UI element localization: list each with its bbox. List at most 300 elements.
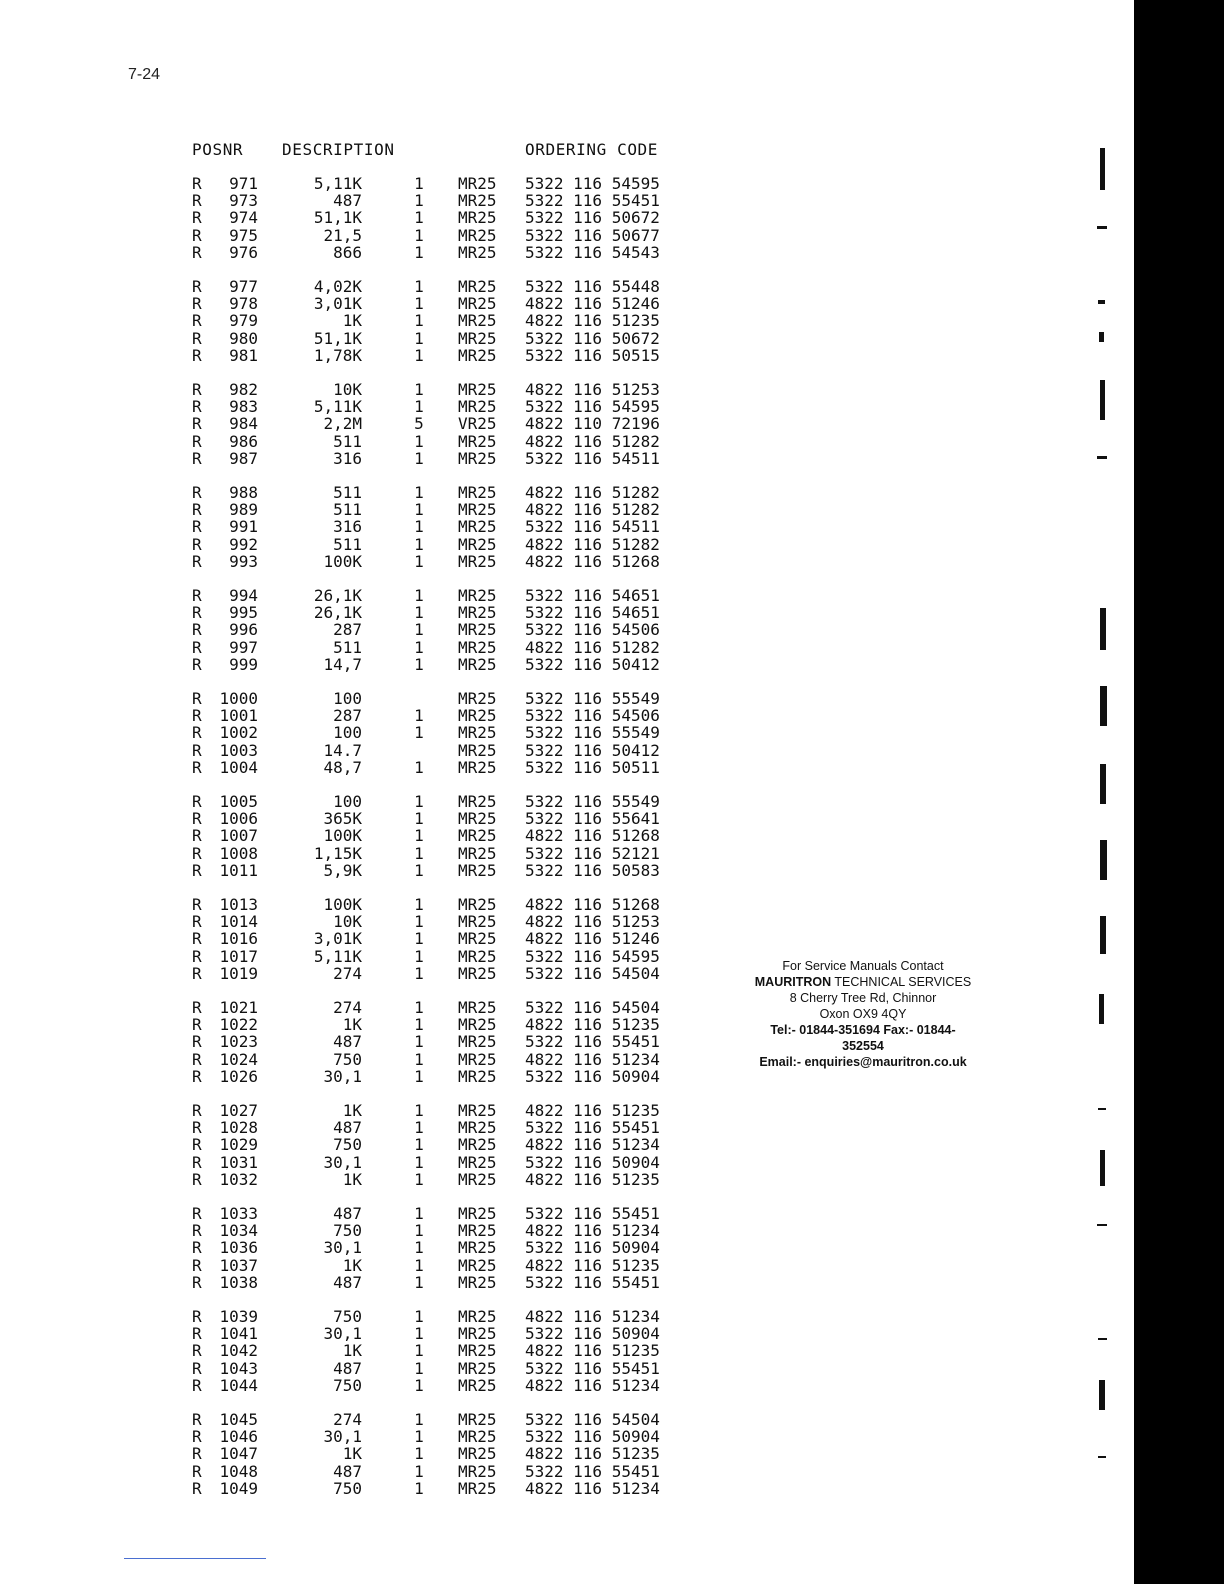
- quantity: 1: [414, 1444, 424, 1464]
- component-value: 3,01K: [313, 929, 362, 949]
- component-value: 274: [333, 963, 362, 983]
- component-type: MR25: [458, 723, 497, 743]
- component-type: MR25: [458, 225, 497, 245]
- ordering-code: 4822 116 51235: [525, 1015, 660, 1035]
- parts-row: [0, 1445, 720, 1462]
- parts-group: [0, 484, 720, 587]
- component-type: MR25: [458, 1427, 497, 1447]
- parts-row: [0, 1411, 720, 1428]
- company-name: MAURITRON: [754, 975, 832, 989]
- ordering-code: 5322 116 52121: [525, 843, 660, 863]
- quantity: 1: [414, 1066, 424, 1086]
- ordering-code: 4822 116 51268: [525, 551, 660, 571]
- quantity: 1: [414, 225, 424, 245]
- component-type: MR25: [458, 345, 497, 365]
- ordering-code: 4822 116 51235: [525, 1169, 660, 1189]
- position-prefix: R: [192, 723, 202, 743]
- position-number: 976: [229, 242, 258, 262]
- position-prefix: R: [192, 1015, 202, 1035]
- component-type: MR25: [458, 757, 497, 777]
- position-prefix: R: [192, 1324, 202, 1344]
- parts-row: [0, 827, 720, 844]
- component-value: 5,11K: [313, 946, 362, 966]
- quantity: 1: [414, 483, 424, 502]
- component-type: MR25: [458, 620, 497, 640]
- component-type: MR25: [458, 1410, 497, 1429]
- quantity: 1: [414, 792, 424, 811]
- parts-row: [0, 656, 720, 673]
- component-type: MR25: [458, 1049, 497, 1069]
- component-value: 316: [333, 517, 362, 537]
- component-type: MR25: [458, 1478, 497, 1498]
- contact-line-2: [752, 974, 974, 990]
- parts-row: [0, 1136, 720, 1153]
- parts-row: [0, 930, 720, 947]
- position-number: 1006: [219, 809, 258, 829]
- scan-mark: [1100, 916, 1106, 954]
- ordering-code: 5322 116 55641: [525, 809, 660, 829]
- component-type: MR25: [458, 431, 497, 451]
- ordering-code: 5322 116 54504: [525, 998, 660, 1017]
- ordering-code: 5322 116 50511: [525, 757, 660, 777]
- position-prefix: R: [192, 912, 202, 932]
- quantity: 1: [414, 311, 424, 331]
- parts-row: [0, 518, 720, 535]
- component-type: MR25: [458, 1015, 497, 1035]
- position-number: 1028: [219, 1118, 258, 1138]
- ordering-code: 4822 110 72196: [525, 414, 660, 434]
- component-value: 1,78K: [313, 345, 362, 365]
- ordering-code: 4822 116 51235: [525, 1444, 660, 1464]
- ordering-code: 5322 116 54595: [525, 174, 660, 193]
- position-number: 1021: [219, 998, 258, 1017]
- component-type: MR25: [458, 174, 497, 193]
- component-type: MR25: [458, 1307, 497, 1326]
- position-prefix: R: [192, 1101, 202, 1120]
- component-type: MR25: [458, 500, 497, 520]
- footer-rule: [124, 1558, 266, 1559]
- position-number: 1023: [219, 1032, 258, 1052]
- ordering-code: 4822 116 51282: [525, 431, 660, 451]
- component-type: MR25: [458, 1152, 497, 1172]
- parts-row: [0, 1154, 720, 1171]
- position-number: 988: [229, 483, 258, 502]
- position-prefix: R: [192, 1135, 202, 1155]
- component-type: MR25: [458, 1032, 497, 1052]
- component-value: 750: [333, 1307, 362, 1326]
- quantity: 1: [414, 448, 424, 468]
- position-number: 1029: [219, 1135, 258, 1155]
- component-type: MR25: [458, 1204, 497, 1223]
- position-number: 1019: [219, 963, 258, 983]
- parts-row: [0, 1377, 720, 1394]
- parts-group: [0, 999, 720, 1102]
- position-prefix: R: [192, 654, 202, 674]
- position-prefix: R: [192, 1272, 202, 1292]
- component-type: MR25: [458, 380, 497, 399]
- ordering-code: 5322 116 55549: [525, 689, 660, 708]
- ordering-code: 4822 116 51268: [525, 895, 660, 914]
- position-number: 1026: [219, 1066, 258, 1086]
- quantity: 1: [414, 1410, 424, 1429]
- component-type: MR25: [458, 328, 497, 348]
- component-type: MR25: [458, 603, 497, 623]
- parts-row: [0, 1325, 720, 1342]
- parts-group: [0, 381, 720, 484]
- component-type: MR25: [458, 397, 497, 417]
- quantity: 1: [414, 1015, 424, 1035]
- parts-group: [0, 896, 720, 999]
- component-value: 511: [333, 534, 362, 554]
- ordering-code: 4822 116 51234: [525, 1478, 660, 1498]
- parts-row: [0, 227, 720, 244]
- component-value: 487: [333, 1461, 362, 1481]
- parts-row: [0, 1360, 720, 1377]
- parts-row: [0, 1171, 720, 1188]
- component-type: MR25: [458, 963, 497, 983]
- quantity: 1: [414, 1169, 424, 1189]
- parts-group: [0, 1411, 720, 1514]
- quantity: 1: [414, 1341, 424, 1361]
- quantity: 1: [414, 963, 424, 983]
- position-prefix: R: [192, 534, 202, 554]
- position-number: 1016: [219, 929, 258, 949]
- component-type: MR25: [458, 1461, 497, 1481]
- component-value: 21,5: [323, 225, 362, 245]
- parts-row: [0, 278, 720, 295]
- parts-row: [0, 690, 720, 707]
- quantity: 1: [414, 431, 424, 451]
- parts-row: [0, 312, 720, 329]
- position-prefix: R: [192, 586, 202, 605]
- parts-row: [0, 604, 720, 621]
- component-type: MR25: [458, 1118, 497, 1138]
- ordering-code: 4822 116 51235: [525, 1255, 660, 1275]
- parts-row: [0, 295, 720, 312]
- component-value: 1K: [342, 1444, 362, 1464]
- quantity: 1: [414, 1461, 424, 1481]
- position-prefix: R: [192, 826, 202, 846]
- quantity: 1: [414, 586, 424, 605]
- position-prefix: R: [192, 551, 202, 571]
- quantity: 1: [414, 843, 424, 863]
- component-value: 26,1K: [313, 603, 362, 623]
- ordering-code: 5322 116 55451: [525, 1461, 660, 1481]
- parts-row: [0, 639, 720, 656]
- position-number: 973: [229, 191, 258, 211]
- component-value: 511: [333, 431, 362, 451]
- ordering-code: 5322 116 54504: [525, 963, 660, 983]
- position-prefix: R: [192, 1427, 202, 1447]
- position-prefix: R: [192, 414, 202, 434]
- parts-row: [0, 793, 720, 810]
- position-number: 1037: [219, 1255, 258, 1275]
- position-number: 1005: [219, 792, 258, 811]
- ordering-code: 5322 116 50677: [525, 225, 660, 245]
- position-number: 984: [229, 414, 258, 434]
- component-value: 487: [333, 1358, 362, 1378]
- header-description: DESCRIPTION: [282, 140, 395, 159]
- component-type: MR25: [458, 1341, 497, 1361]
- component-value: 1K: [342, 1101, 362, 1120]
- ordering-code: 5322 116 54506: [525, 706, 660, 726]
- quantity: 1: [414, 912, 424, 932]
- component-value: 30,1: [323, 1324, 362, 1344]
- position-prefix: R: [192, 1444, 202, 1464]
- quantity: 1: [414, 551, 424, 571]
- quantity: 1: [414, 895, 424, 914]
- parts-row: [0, 845, 720, 862]
- ordering-code: 5322 116 54504: [525, 1410, 660, 1429]
- component-value: 1K: [342, 1255, 362, 1275]
- company-suffix: TECHNICAL SERVICES: [831, 975, 972, 989]
- parts-row: [0, 1274, 720, 1291]
- parts-row: [0, 244, 720, 261]
- ordering-code: 5322 116 55451: [525, 1118, 660, 1138]
- ordering-code: 4822 116 51234: [525, 1049, 660, 1069]
- position-prefix: R: [192, 1066, 202, 1086]
- position-number: 1000: [219, 689, 258, 708]
- parts-row: [0, 1257, 720, 1274]
- scan-edge-black-bar: [1134, 0, 1224, 1584]
- parts-row: [0, 621, 720, 638]
- ordering-code: 4822 116 51253: [525, 912, 660, 932]
- ordering-code: 5322 116 54543: [525, 242, 660, 262]
- parts-row: [0, 553, 720, 570]
- parts-row: [0, 450, 720, 467]
- header-ordering-code: ORDERING CODE: [525, 140, 659, 159]
- ordering-code: 4822 116 51282: [525, 500, 660, 520]
- position-number: 977: [229, 277, 258, 296]
- quantity: 1: [414, 1032, 424, 1052]
- component-value: 287: [333, 620, 362, 640]
- quantity: 1: [414, 654, 424, 674]
- contact-address-line-1: 8 Cherry Tree Rd, Chinnor: [789, 991, 937, 1005]
- quantity: 1: [414, 534, 424, 554]
- parts-row: [0, 1308, 720, 1325]
- ordering-code: 4822 116 51282: [525, 483, 660, 502]
- position-prefix: R: [192, 860, 202, 880]
- position-prefix: R: [192, 620, 202, 640]
- position-prefix: R: [192, 1255, 202, 1275]
- ordering-code: 5322 116 55451: [525, 1358, 660, 1378]
- position-prefix: R: [192, 1204, 202, 1223]
- parts-row: [0, 948, 720, 965]
- position-prefix: R: [192, 191, 202, 211]
- position-prefix: R: [192, 345, 202, 365]
- position-number: 975: [229, 225, 258, 245]
- component-type: MR25: [458, 706, 497, 726]
- position-prefix: R: [192, 1152, 202, 1172]
- quantity: 1: [414, 1221, 424, 1241]
- component-value: 274: [333, 1410, 362, 1429]
- scan-mark: [1097, 456, 1107, 459]
- quantity: 1: [414, 603, 424, 623]
- component-type: MR25: [458, 191, 497, 211]
- quantity: 1: [414, 517, 424, 537]
- position-prefix: R: [192, 208, 202, 228]
- component-value: 316: [333, 448, 362, 468]
- scan-mark: [1099, 332, 1104, 342]
- quantity: 1: [414, 1427, 424, 1447]
- page-number: 7-24: [128, 66, 161, 83]
- ordering-code: 4822 116 51253: [525, 380, 660, 399]
- ordering-code: 5322 116 54595: [525, 946, 660, 966]
- ordering-code: 4822 116 51235: [525, 1101, 660, 1120]
- ordering-code: 5322 116 50672: [525, 208, 660, 228]
- component-type: MR25: [458, 448, 497, 468]
- ordering-code: 5322 116 55448: [525, 277, 660, 296]
- position-number: 1007: [219, 826, 258, 846]
- component-value: 287: [333, 706, 362, 726]
- parts-group: [0, 1205, 720, 1308]
- position-prefix: R: [192, 895, 202, 914]
- position-prefix: R: [192, 929, 202, 949]
- position-number: 1017: [219, 946, 258, 966]
- ordering-code: 5322 116 50904: [525, 1238, 660, 1258]
- ordering-code: 4822 116 51246: [525, 929, 660, 949]
- component-type: MR25: [458, 277, 497, 296]
- parts-row: [0, 330, 720, 347]
- quantity: 1: [414, 1101, 424, 1120]
- component-value: 51,1K: [313, 328, 362, 348]
- ordering-code: 5322 116 50904: [525, 1427, 660, 1447]
- quantity: 1: [414, 757, 424, 777]
- position-number: 995: [229, 603, 258, 623]
- component-type: MR25: [458, 534, 497, 554]
- parts-row: [0, 965, 720, 982]
- position-prefix: R: [192, 448, 202, 468]
- component-type: MR25: [458, 998, 497, 1017]
- ordering-code: 4822 116 51246: [525, 294, 660, 314]
- position-number: 1032: [219, 1169, 258, 1189]
- position-number: 1039: [219, 1307, 258, 1326]
- component-value: 750: [333, 1375, 362, 1395]
- component-type: MR25: [458, 1101, 497, 1120]
- quantity: 1: [414, 380, 424, 399]
- position-number: 1036: [219, 1238, 258, 1258]
- position-number: 979: [229, 311, 258, 331]
- parts-row: [0, 724, 720, 741]
- component-value: 750: [333, 1221, 362, 1241]
- scan-mark: [1100, 1150, 1105, 1186]
- position-number: 1043: [219, 1358, 258, 1378]
- position-prefix: R: [192, 603, 202, 623]
- component-value: 100K: [323, 551, 362, 571]
- position-prefix: R: [192, 809, 202, 829]
- component-value: 487: [333, 191, 362, 211]
- scan-mark: [1098, 1108, 1106, 1110]
- quantity: 1: [414, 1324, 424, 1344]
- component-value: 511: [333, 500, 362, 520]
- position-number: 978: [229, 294, 258, 314]
- ordering-code: 4822 116 51234: [525, 1135, 660, 1155]
- component-value: 10K: [333, 380, 362, 399]
- component-value: 511: [333, 637, 362, 657]
- position-prefix: R: [192, 242, 202, 262]
- quantity: 1: [414, 1238, 424, 1258]
- position-number: 1042: [219, 1341, 258, 1361]
- component-type: MR25: [458, 912, 497, 932]
- position-number: 1038: [219, 1272, 258, 1292]
- scan-mark: [1098, 1456, 1106, 1458]
- position-prefix: R: [192, 963, 202, 983]
- parts-row: [0, 1016, 720, 1033]
- parts-row: [0, 1102, 720, 1119]
- position-prefix: R: [192, 1118, 202, 1138]
- component-type: MR25: [458, 1272, 497, 1292]
- component-type: MR25: [458, 689, 497, 708]
- ordering-code: 5322 116 55451: [525, 191, 660, 211]
- position-number: 981: [229, 345, 258, 365]
- component-value: 274: [333, 998, 362, 1017]
- position-number: 1003: [219, 740, 258, 760]
- scan-mark: [1099, 1380, 1105, 1410]
- contact-phone-fax: Tel:- 01844-351694 Fax:- 01844-352554: [770, 1023, 956, 1053]
- ordering-code: 5322 116 55451: [525, 1204, 660, 1223]
- position-prefix: R: [192, 706, 202, 726]
- component-value: 100K: [323, 826, 362, 846]
- component-value: 100: [333, 792, 362, 811]
- quantity: 1: [414, 1049, 424, 1069]
- quantity: 1: [414, 723, 424, 743]
- component-value: 14,7: [323, 654, 362, 674]
- scan-mark: [1099, 994, 1104, 1024]
- position-number: 1031: [219, 1152, 258, 1172]
- parts-row: [0, 501, 720, 518]
- quantity: 1: [414, 1307, 424, 1326]
- scan-mark: [1097, 1224, 1107, 1226]
- parts-row: [0, 1239, 720, 1256]
- position-prefix: R: [192, 1169, 202, 1189]
- position-number: 1002: [219, 723, 258, 743]
- component-value: 1K: [342, 1015, 362, 1035]
- parts-row: [0, 707, 720, 724]
- position-number: 1022: [219, 1015, 258, 1035]
- component-type: MR25: [458, 860, 497, 880]
- parts-group: [0, 587, 720, 690]
- position-prefix: R: [192, 1358, 202, 1378]
- position-number: 993: [229, 551, 258, 571]
- component-value: 1,15K: [313, 843, 362, 863]
- quantity: 1: [414, 826, 424, 846]
- component-value: 1K: [342, 311, 362, 331]
- position-number: 989: [229, 500, 258, 520]
- scan-mark: [1100, 380, 1105, 420]
- position-number: 1044: [219, 1375, 258, 1395]
- position-number: 1013: [219, 895, 258, 914]
- quantity: 1: [414, 1255, 424, 1275]
- component-type: MR25: [458, 311, 497, 331]
- component-value: 10K: [333, 912, 362, 932]
- scan-mark: [1100, 686, 1107, 726]
- component-type: MR25: [458, 208, 497, 228]
- parts-group: [0, 690, 720, 793]
- ordering-code: 5322 116 50904: [525, 1066, 660, 1086]
- position-prefix: R: [192, 500, 202, 520]
- parts-group: [0, 1102, 720, 1205]
- parts-list: [0, 175, 720, 1514]
- component-type: MR25: [458, 1169, 497, 1189]
- component-type: MR25: [458, 1221, 497, 1241]
- position-number: 983: [229, 397, 258, 417]
- quantity: 1: [414, 174, 424, 193]
- position-prefix: R: [192, 311, 202, 331]
- parts-row: [0, 896, 720, 913]
- position-number: 987: [229, 448, 258, 468]
- quantity: 1: [414, 1375, 424, 1395]
- component-type: MR25: [458, 809, 497, 829]
